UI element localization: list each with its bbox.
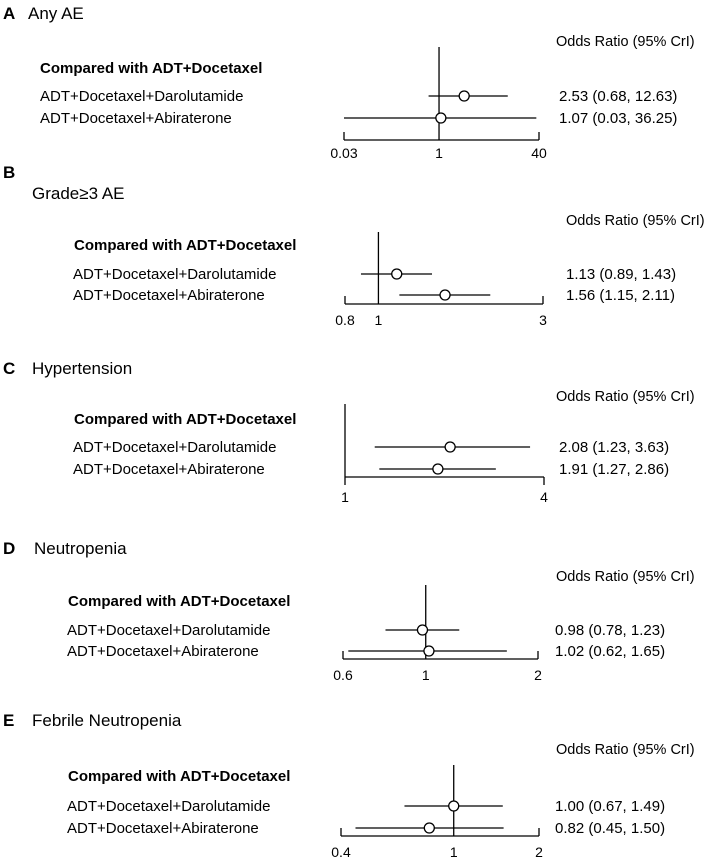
point-estimate-marker bbox=[440, 290, 450, 300]
odds-ratio-estimate: 2.53 (0.68, 12.63) bbox=[559, 88, 678, 105]
point-estimate-marker bbox=[459, 91, 469, 101]
odds-ratio-column-header: Odds Ratio (95% CrI) bbox=[566, 213, 705, 229]
point-estimate-marker bbox=[436, 113, 446, 123]
panel-letter: E bbox=[3, 711, 15, 730]
odds-ratio-estimate: 1.91 (1.27, 2.86) bbox=[559, 461, 670, 478]
panel-letter: C bbox=[3, 359, 16, 378]
point-estimate-marker bbox=[424, 823, 434, 833]
point-estimate-marker bbox=[424, 646, 434, 656]
panel-e bbox=[3, 711, 695, 860]
point-estimate-marker bbox=[392, 269, 402, 279]
panel-a bbox=[3, 4, 695, 161]
odds-ratio-estimate: 1.00 (0.67, 1.49) bbox=[555, 798, 666, 815]
treatment-label: ADT+Docetaxel+Darolutamide bbox=[40, 88, 244, 105]
x-tick-label: 1 bbox=[449, 844, 458, 860]
comparator-group-header: Compared with ADT+Docetaxel bbox=[68, 593, 291, 610]
odds-ratio-estimate: 1.56 (1.15, 2.11) bbox=[566, 287, 675, 304]
treatment-label: ADT+Docetaxel+Abiraterone bbox=[67, 643, 259, 660]
x-tick-label: 4 bbox=[540, 489, 548, 505]
panel-letter: D bbox=[3, 539, 16, 558]
odds-ratio-column-header: Odds Ratio (95% CrI) bbox=[556, 742, 695, 758]
odds-ratio-column-header: Odds Ratio (95% CrI) bbox=[556, 34, 695, 50]
odds-ratio-estimate: 1.07 (0.03, 36.25) bbox=[559, 110, 678, 127]
panel-letter: A bbox=[3, 4, 16, 23]
treatment-label: ADT+Docetaxel+Darolutamide bbox=[67, 798, 271, 815]
panel-title: Grade≥3 AE bbox=[32, 184, 125, 203]
treatment-label: ADT+Docetaxel+Abiraterone bbox=[40, 110, 232, 127]
x-tick-label: 40 bbox=[531, 145, 547, 161]
x-tick-label: 1 bbox=[374, 312, 383, 328]
panel-letter: B bbox=[3, 163, 16, 182]
x-tick-label: 0.8 bbox=[335, 312, 355, 328]
x-tick-label: 0.03 bbox=[330, 145, 358, 161]
panel-b bbox=[3, 163, 705, 328]
x-tick-label: 2 bbox=[534, 667, 542, 683]
x-tick-label: 1 bbox=[421, 667, 430, 683]
odds-ratio-estimate: 1.02 (0.62, 1.65) bbox=[555, 643, 666, 660]
x-tick-label: 0.6 bbox=[333, 667, 353, 683]
point-estimate-marker bbox=[433, 464, 443, 474]
x-tick-label: 3 bbox=[539, 312, 547, 328]
treatment-label: ADT+Docetaxel+Darolutamide bbox=[73, 439, 277, 456]
point-estimate-marker bbox=[417, 625, 427, 635]
x-tick-label: 0.4 bbox=[331, 844, 351, 860]
odds-ratio-column-header: Odds Ratio (95% CrI) bbox=[556, 569, 695, 585]
x-tick-label: 2 bbox=[535, 844, 543, 860]
panel-d bbox=[3, 539, 695, 683]
odds-ratio-estimate: 2.08 (1.23, 3.63) bbox=[559, 439, 670, 456]
panel-title: Febrile Neutropenia bbox=[32, 711, 182, 730]
comparator-group-header: Compared with ADT+Docetaxel bbox=[68, 768, 291, 785]
panel-title: Neutropenia bbox=[34, 539, 127, 558]
point-estimate-marker bbox=[449, 801, 459, 811]
comparator-group-header: Compared with ADT+Docetaxel bbox=[40, 60, 263, 77]
panel-title: Any AE bbox=[28, 4, 84, 23]
odds-ratio-estimate: 0.82 (0.45, 1.50) bbox=[555, 820, 666, 837]
odds-ratio-column-header: Odds Ratio (95% CrI) bbox=[556, 389, 695, 405]
panel-title: Hypertension bbox=[32, 359, 133, 378]
point-estimate-marker bbox=[445, 442, 455, 452]
panel-c bbox=[3, 359, 695, 505]
treatment-label: ADT+Docetaxel+Abiraterone bbox=[73, 287, 265, 304]
treatment-label: ADT+Docetaxel+Abiraterone bbox=[67, 820, 259, 837]
treatment-label: ADT+Docetaxel+Darolutamide bbox=[73, 266, 277, 283]
treatment-label: ADT+Docetaxel+Abiraterone bbox=[73, 461, 265, 478]
odds-ratio-estimate: 1.13 (0.89, 1.43) bbox=[566, 266, 677, 283]
x-tick-label: 1 bbox=[435, 145, 443, 161]
comparator-group-header: Compared with ADT+Docetaxel bbox=[74, 411, 297, 428]
treatment-label: ADT+Docetaxel+Darolutamide bbox=[67, 622, 271, 639]
odds-ratio-estimate: 0.98 (0.78, 1.23) bbox=[555, 622, 666, 639]
comparator-group-header: Compared with ADT+Docetaxel bbox=[74, 237, 297, 254]
x-tick-label: 1 bbox=[341, 489, 349, 505]
